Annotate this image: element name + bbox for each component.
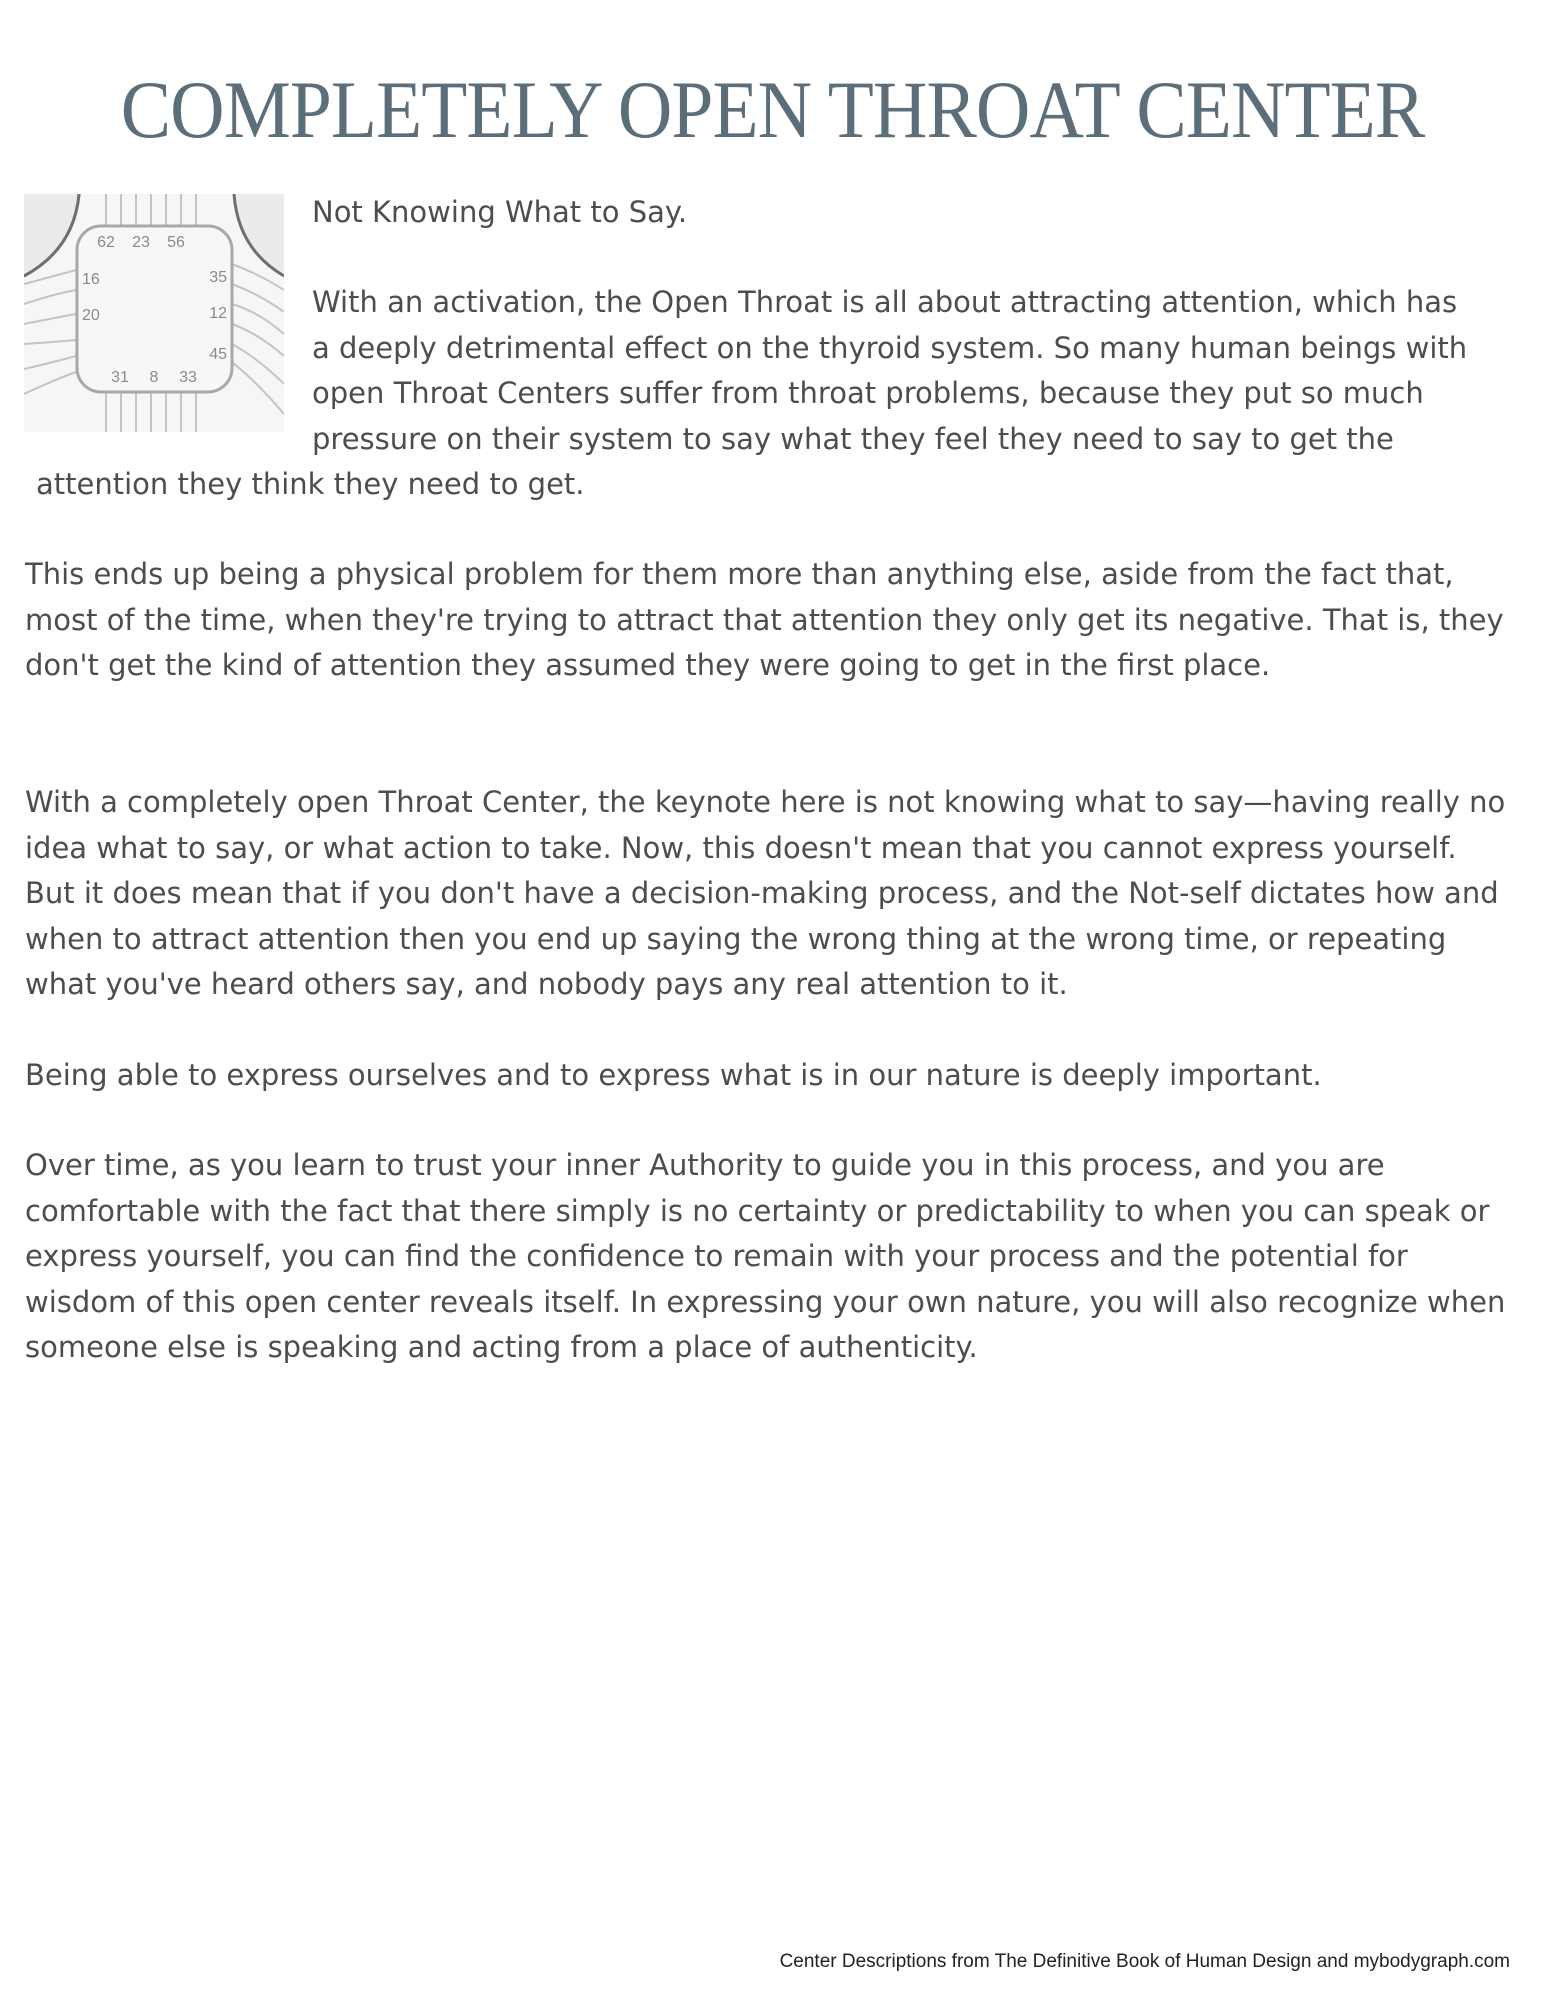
gate-23-label: 23 bbox=[132, 234, 150, 251]
paragraph: Being able to express ourselves and to express what is in our nature is deeply important. bbox=[25, 1058, 1322, 1092]
gate-35-label: 35 bbox=[209, 269, 227, 286]
gate-16-label: 16 bbox=[82, 271, 100, 288]
footer-credit: Center Descriptions from The Definitive Book of Human Design and mybodygraph.com bbox=[779, 1951, 1510, 1972]
gate-62-label: 62 bbox=[97, 234, 115, 251]
intro-line: pressure on their system to say what they feel they need to say to get the bbox=[312, 421, 1394, 456]
gate-20-label: 20 bbox=[82, 307, 100, 324]
gate-33-label: 33 bbox=[179, 369, 197, 386]
gate-12-label: 12 bbox=[209, 305, 227, 322]
gate-31-label: 31 bbox=[111, 369, 129, 386]
intro-line: With an activation, the Open Throat is all about attracting attention, which has bbox=[312, 285, 1458, 319]
subtitle: Not Knowing What to Say. bbox=[312, 195, 688, 229]
intro-line: open Throat Centers suffer from throat problems, because they put so much bbox=[312, 376, 1424, 410]
gate-45-label: 45 bbox=[209, 346, 227, 363]
gate-8-label: 8 bbox=[149, 369, 159, 386]
intro-line: a deeply detrimental effect on the thyroid system. So many human beings with bbox=[312, 330, 1468, 365]
gate-56-label: 56 bbox=[167, 234, 185, 251]
paragraph: With a completely open Throat Center, the keynote here is not knowing what to say—having really no idea what to say, or what action to take. Now, this doesn't mean that you cannot express yourself. But it does mean that if you don't have a decision-making process, and the Not-self dictates how and when to attract attention then you end up saying the wrong thing at the wrong time, or repeating what you've heard others say, and nobody pays any real attention to it. bbox=[25, 785, 1506, 1001]
throat-center-diagram bbox=[24, 194, 284, 432]
intro-tail: attention they think they need to get. bbox=[36, 467, 585, 501]
throat-center-graphic bbox=[24, 194, 284, 432]
intro-block bbox=[312, 280, 1512, 462]
paragraph: This ends up being a physical problem for them more than anything else, aside from the fact that, most of the time, when they're trying to attract that attention they only get its negative. That is, they don't get the kind of attention they assumed they were going to get in the first place. bbox=[25, 557, 1504, 682]
page-title: COMPLETELY OPEN THROAT CENTER bbox=[120, 64, 1425, 155]
paragraph: Over time, as you learn to trust your inner Authority to guide you in this process, and you are comfortable with the fact that there simply is no certainty or predictability to when you can speak or express yourself, you can find the confidence to remain with your process and the potential for wisdom of this open center reveals itself. In expressing your own nature, you will also recognize when someone else is speaking and acting from a place of authenticity. bbox=[25, 1148, 1506, 1364]
